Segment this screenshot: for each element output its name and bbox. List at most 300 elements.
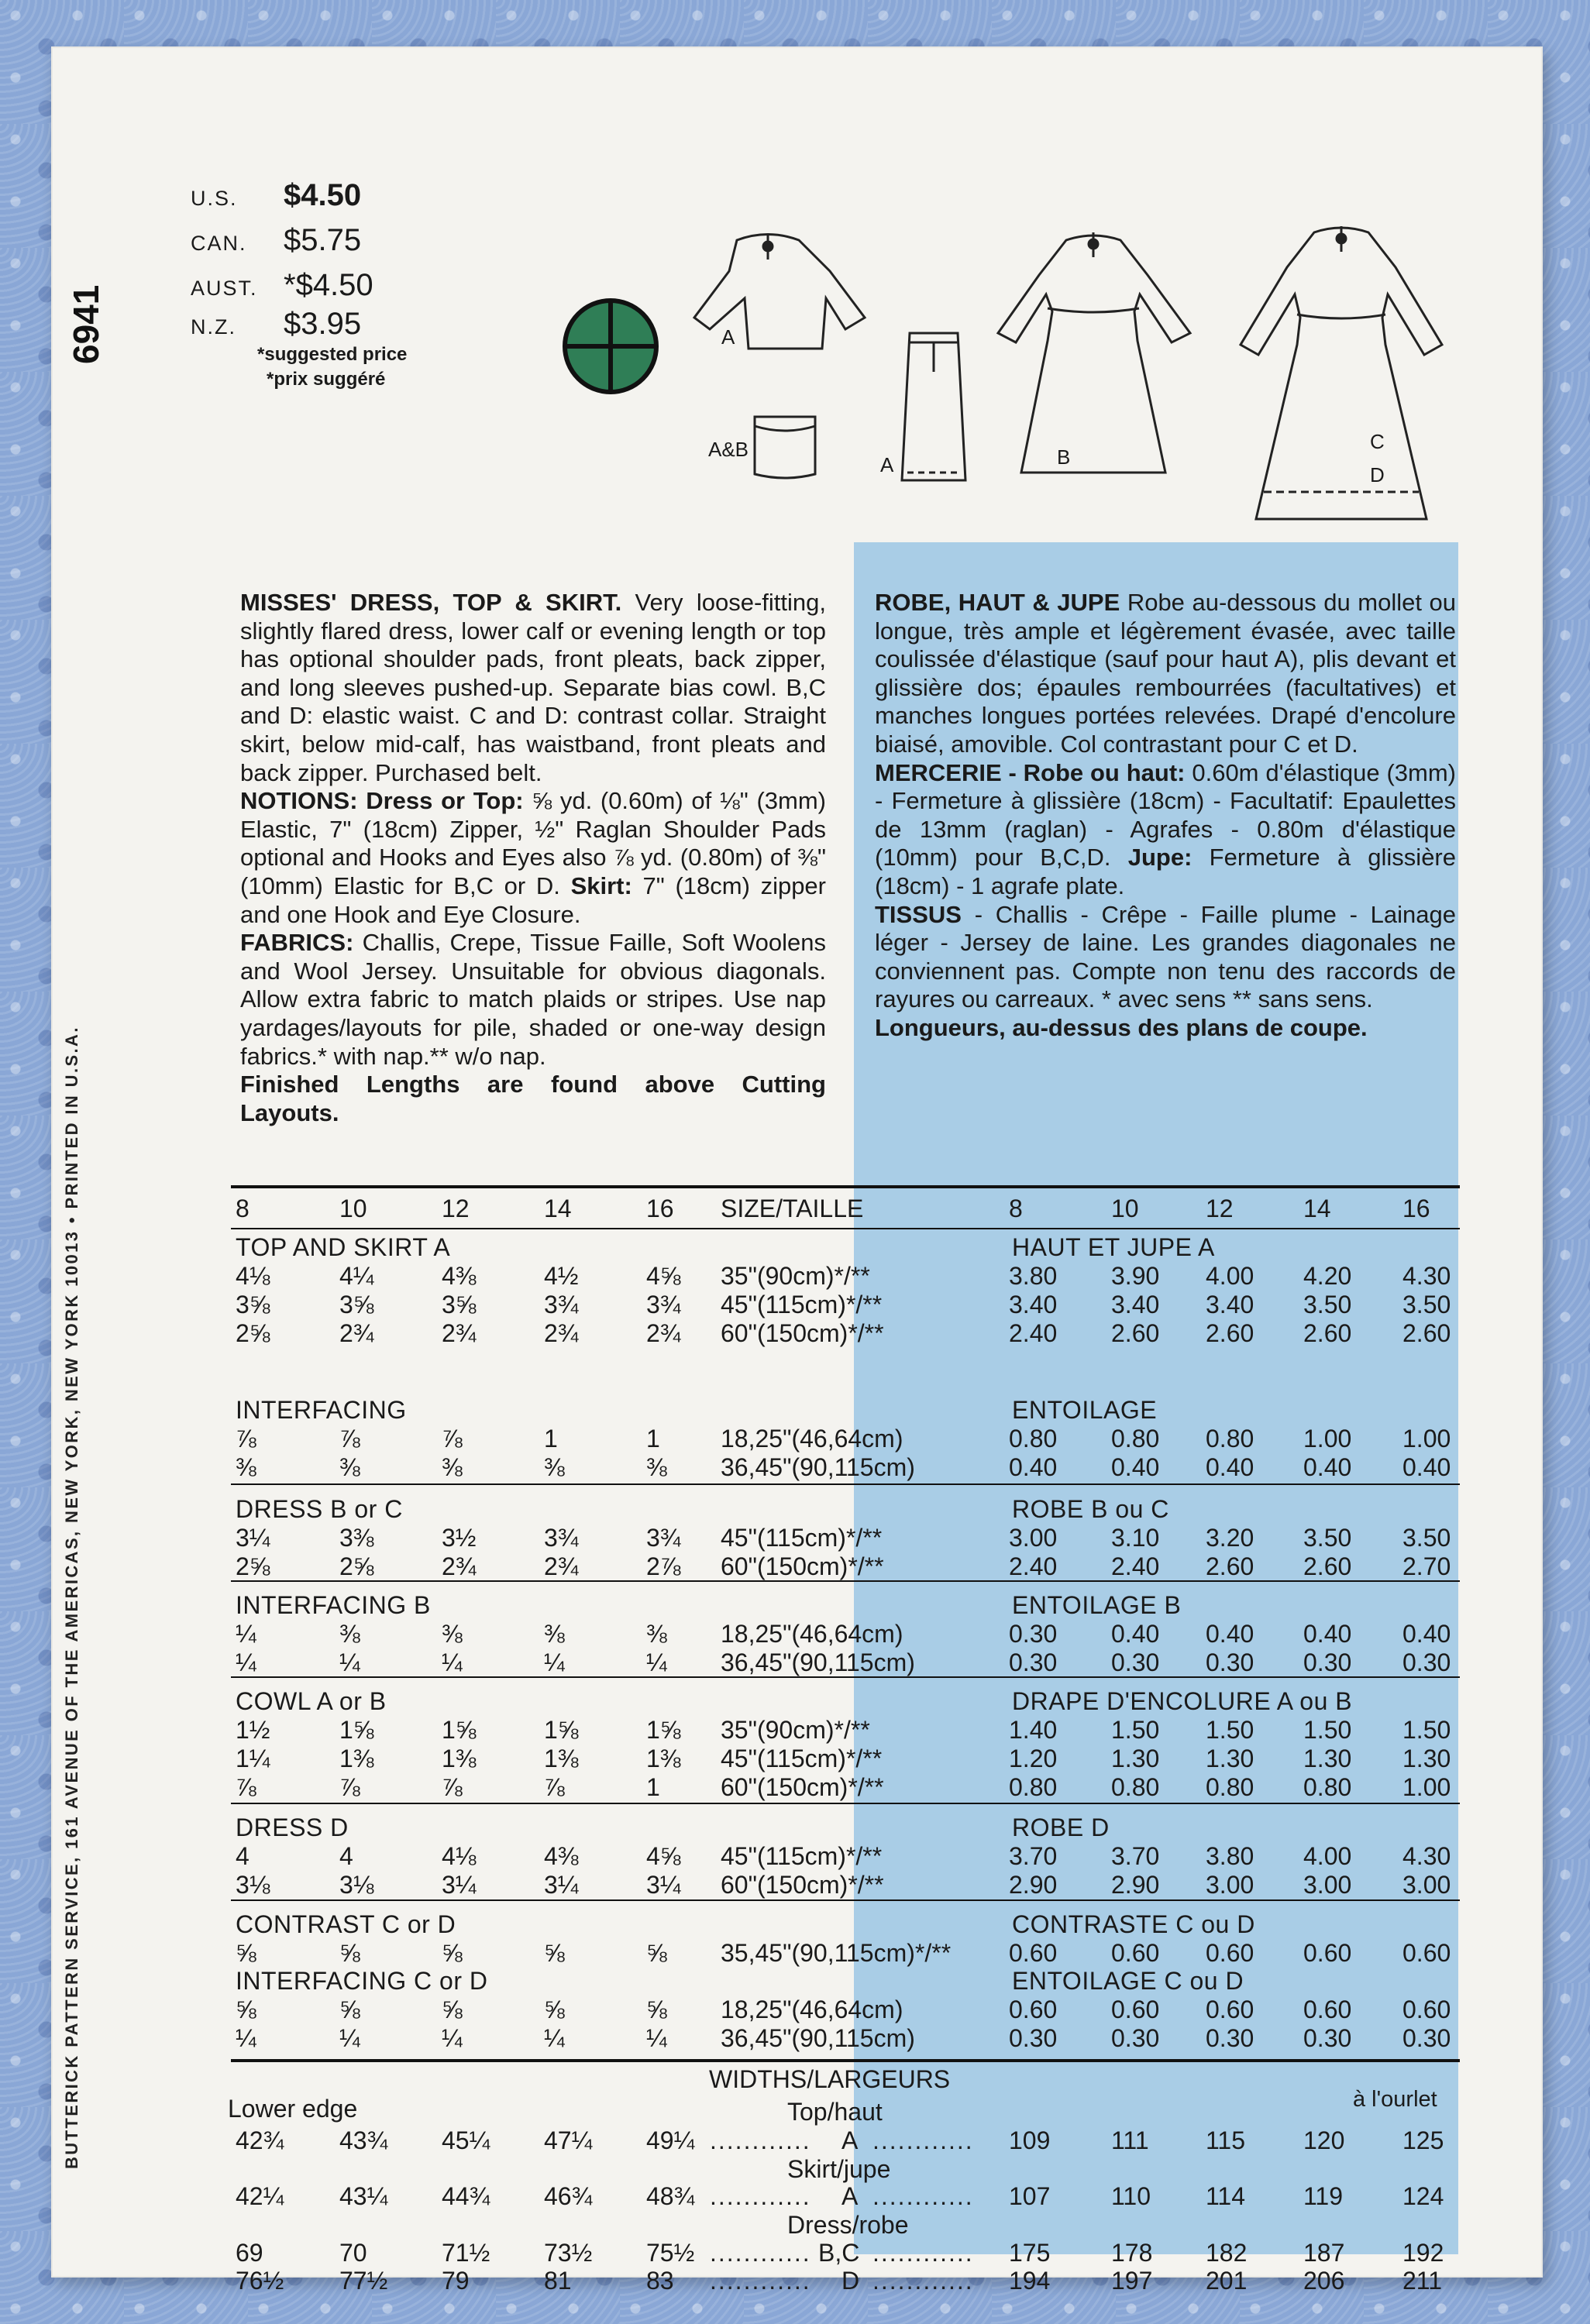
- yardage-us-cell: 3¼: [544, 1871, 579, 1899]
- section-heading-en: INTERFACING C or D: [236, 1967, 488, 1995]
- yardage-metric-cell: 1.50: [1206, 1716, 1254, 1744]
- section-heading-en: INTERFACING B: [236, 1591, 431, 1619]
- fabric-width-cell: 45"(115cm)*/**: [721, 1842, 883, 1870]
- width-metric-cell: 125: [1402, 2126, 1444, 2154]
- yardage-metric-cell: 0.80: [1303, 1773, 1352, 1801]
- size-8: 8: [236, 1195, 250, 1222]
- yardage-us-cell: 2⅝: [236, 1319, 270, 1347]
- width-us-cell: 42¼: [236, 2182, 284, 2210]
- fabric-width-cell: 45"(115cm)*/**: [721, 1524, 883, 1552]
- yardage-us-cell: ⅜: [544, 1453, 565, 1481]
- yardage-metric-cell: 3.70: [1111, 1842, 1160, 1870]
- yardage-metric-cell: 3.50: [1303, 1524, 1352, 1552]
- width-metric-cell: 109: [1009, 2126, 1051, 2154]
- fabric-width-cell: 18,25"(46,64cm): [721, 1620, 903, 1648]
- yardage-metric-cell: 1.50: [1111, 1716, 1160, 1744]
- width-us-cell: 47¼: [544, 2126, 593, 2154]
- yardage-us-cell: 3⅛: [236, 1871, 270, 1899]
- widths-group-row: [231, 2211, 1460, 2240]
- notions-body: ⅝ yd. (0.60m) of ⅛" (3mm) Elastic, 7" (18cm) Zipper, ½" Raglan Shoulder Pads optional and Hooks and Eyes also ⅞ yd. (0.80m) of ⅜" (10mm) Elastic for B,C or D.: [240, 787, 826, 899]
- yardage-us-cell: ⅝: [544, 1939, 565, 1967]
- yardage-metric-cell: 0.30: [1402, 2024, 1451, 2052]
- french-body: Robe au-dessous du mollet ou longue, très ample et légèrement évasée, avec taille coulissée d'élastique (sauf pour haut A), plis devant et glissière dos; épaules rembourrées (facultatives) et manches longues portées relevées. Drapé d'encolure biaisé, amovible. Col contrastant pour C et D.: [875, 589, 1456, 758]
- yardage-metric-cell: 0.40: [1303, 1453, 1352, 1481]
- width-us-cell: 77½: [339, 2267, 388, 2295]
- yardage-us-cell: ⅞: [442, 1425, 463, 1452]
- yardage-metric-cell: 0.30: [1009, 1620, 1058, 1648]
- yardage-us-cell: ⅜: [236, 1453, 256, 1481]
- section-heading-row: [231, 1910, 1460, 1940]
- yardage-us-cell: 1⅝: [544, 1716, 579, 1744]
- yardage-metric-cell: 0.30: [1111, 2024, 1160, 2052]
- yardage-us-cell: ⅝: [646, 1939, 667, 1967]
- lower-edge-label: Lower edge: [228, 2095, 358, 2123]
- width-metric-cell: 111: [1111, 2126, 1149, 2154]
- yardage-metric-cell: 0.60: [1111, 1996, 1160, 2023]
- fabric-width-cell: 45"(115cm)*/**: [721, 1291, 883, 1318]
- width-us-cell: 44¾: [442, 2182, 490, 2210]
- dot-leader: ............: [710, 2239, 811, 2267]
- width-metric-cell: 194: [1009, 2267, 1051, 2295]
- yardage-us-cell: 1⅝: [442, 1716, 477, 1744]
- yardage-us-cell: 1⅜: [646, 1745, 681, 1772]
- yardage-us-cell: 1: [646, 1425, 660, 1452]
- table-row: [231, 1291, 1460, 1320]
- yardage-metric-cell: 0.30: [1206, 2024, 1254, 2052]
- yardage-metric-cell: 1.00: [1402, 1773, 1451, 1801]
- price-label: N.Z.: [191, 315, 236, 339]
- section-heading-en: TOP AND SKIRT A: [236, 1233, 451, 1261]
- yardage-metric-cell: 0.40: [1402, 1453, 1451, 1481]
- yardage-metric-cell: 0.30: [1009, 1648, 1058, 1676]
- yardage-metric-cell: 0.60: [1206, 1996, 1254, 2023]
- yardage-us-cell: ⅞: [236, 1773, 256, 1801]
- table-row: [231, 1842, 1460, 1872]
- taille-8: 8: [1009, 1195, 1023, 1222]
- table-header-rule: [231, 1228, 1460, 1229]
- yardage-us-cell: ⅜: [442, 1453, 463, 1481]
- skirt-notions-body: 7" (18cm) zipper and one Hook and Eye Closure.: [240, 871, 826, 928]
- yardage-us-cell: ⅞: [544, 1773, 565, 1801]
- yardage-us-cell: ⅝: [646, 1996, 667, 2023]
- yardage-metric-cell: 4.00: [1206, 1262, 1254, 1290]
- yardage-us-cell: 4½: [544, 1262, 579, 1290]
- width-us-cell: 42¾: [236, 2126, 284, 2154]
- yardage-us-cell: ⅝: [544, 1996, 565, 2023]
- width-view-cell: A: [841, 2182, 859, 2210]
- fabric-width-cell: 35"(90cm)*/**: [721, 1716, 870, 1744]
- section-heading-en: CONTRAST C or D: [236, 1910, 456, 1938]
- fabric-width-cell: 36,45"(90,115cm): [721, 1453, 915, 1481]
- yardage-metric-cell: 3.50: [1402, 1291, 1451, 1318]
- notions-label: NOTIONS: Dress or Top:: [240, 787, 524, 815]
- size-10: 10: [339, 1195, 367, 1222]
- width-us-cell: 81: [544, 2267, 572, 2295]
- yardage-us-cell: 3½: [442, 1524, 477, 1552]
- view-letter-c: C: [1370, 430, 1385, 453]
- view-letter-b: B: [1057, 445, 1071, 469]
- yardage-us-cell: 4: [339, 1842, 353, 1870]
- skirt-notions-label: Skirt:: [570, 871, 632, 899]
- yardage-metric-cell: 2.60: [1111, 1319, 1160, 1347]
- yardage-us-cell: 2¾: [646, 1319, 681, 1347]
- yardage-us-cell: ⅞: [236, 1425, 256, 1452]
- size-12: 12: [442, 1195, 470, 1222]
- widths-group-label: Dress/robe: [787, 2211, 909, 2239]
- widths-group-label: Skirt/jupe: [787, 2155, 891, 2183]
- prix-suggere-note: *prix suggéré: [267, 369, 386, 390]
- width-metric-cell: 178: [1111, 2239, 1153, 2267]
- yardage-metric-cell: 0.40: [1111, 1620, 1160, 1648]
- width-us-cell: 48¾: [646, 2182, 695, 2210]
- table-row: [231, 1745, 1460, 1774]
- width-us-cell: 49¼: [646, 2126, 695, 2154]
- yardage-metric-cell: 3.90: [1111, 1262, 1160, 1290]
- yardage-us-cell: ⅜: [339, 1620, 360, 1648]
- yardage-us-cell: 4⅝: [646, 1262, 681, 1290]
- yardage-us-cell: 3¾: [646, 1291, 681, 1318]
- yardage-us-cell: ⅜: [646, 1620, 667, 1648]
- suggested-price-note: *suggested price: [257, 344, 408, 365]
- yardage-us-cell: 3⅝: [442, 1291, 477, 1318]
- yardage-metric-cell: 3.70: [1009, 1842, 1058, 1870]
- section-heading-fr: ROBE D: [1012, 1813, 1110, 1841]
- yardage-metric-cell: 0.60: [1303, 1996, 1352, 2023]
- width-metric-cell: 197: [1111, 2267, 1153, 2295]
- yardage-metric-cell: 4.30: [1402, 1262, 1451, 1290]
- yardage-metric-cell: 1.30: [1206, 1745, 1254, 1772]
- width-metric-cell: 192: [1402, 2239, 1444, 2267]
- yardage-us-cell: ⅞: [339, 1425, 360, 1452]
- width-us-cell: 43¾: [339, 2126, 388, 2154]
- section-heading-en: INTERFACING: [236, 1396, 407, 1424]
- yardage-us-cell: 4¼: [339, 1262, 374, 1290]
- table-row: [231, 1453, 1460, 1483]
- yardage-metric-cell: 3.80: [1206, 1842, 1254, 1870]
- yardage-us-cell: 2¾: [544, 1319, 579, 1347]
- width-metric-cell: 182: [1206, 2239, 1248, 2267]
- price-value: $5.75: [284, 223, 362, 257]
- french-description: [875, 589, 1456, 1043]
- yardage-metric-cell: 0.30: [1303, 2024, 1352, 2052]
- fabric-width-cell: 45"(115cm)*/**: [721, 1745, 883, 1772]
- yardage-us-cell: ¼: [236, 1648, 256, 1676]
- yardage-us-cell: 1⅝: [646, 1716, 681, 1744]
- yardage-metric-cell: 0.40: [1402, 1620, 1451, 1648]
- mercerie-body: 0.60m d'élastique (3mm) - Fermeture à glissière (18cm) - Facultatif: Epaulettes de 13mm (raglan) - Agrafes - 0.80m d'élastique (10mm) pour B,C,D.: [875, 758, 1456, 871]
- yardage-metric-cell: 0.30: [1111, 1648, 1160, 1676]
- crosshair-registration-icon: [563, 298, 659, 394]
- taille-16: 16: [1402, 1195, 1430, 1222]
- yardage-us-cell: 2⅝: [236, 1552, 270, 1580]
- width-view-cell: D: [841, 2267, 860, 2295]
- section-heading-en: COWL A or B: [236, 1687, 387, 1715]
- yardage-us-cell: ⅜: [442, 1620, 463, 1648]
- yardage-metric-cell: 0.30: [1206, 1648, 1254, 1676]
- table-row: [231, 1552, 1460, 1582]
- table-row: [231, 1524, 1460, 1553]
- yardage-metric-cell: 0.60: [1402, 1996, 1451, 2023]
- yardage-metric-cell: 2.90: [1009, 1871, 1058, 1899]
- width-us-cell: 76½: [236, 2267, 284, 2295]
- price-row-aust: [191, 268, 407, 307]
- yardage-us-cell: 1: [646, 1773, 660, 1801]
- yardage-metric-cell: 0.60: [1402, 1939, 1451, 1967]
- yardage-metric-cell: 4.30: [1402, 1842, 1451, 1870]
- yardage-metric-cell: 3.40: [1206, 1291, 1254, 1318]
- yardage-metric-cell: 0.60: [1206, 1939, 1254, 1967]
- view-letter-d: D: [1370, 463, 1385, 486]
- yardage-us-cell: ⅜: [646, 1453, 667, 1481]
- yardage-metric-cell: 1.00: [1303, 1425, 1352, 1452]
- table-top-rule: [231, 1185, 1460, 1188]
- width-us-cell: 69: [236, 2239, 263, 2267]
- yardage-metric-cell: 3.00: [1206, 1871, 1254, 1899]
- yardage-us-cell: 3¼: [442, 1871, 477, 1899]
- taille-10: 10: [1111, 1195, 1139, 1222]
- section-heading-row: [231, 1813, 1460, 1843]
- size-taille-header: SIZE/TAILLE: [721, 1195, 864, 1222]
- section-rule: [231, 1676, 1460, 1678]
- yardage-metric-cell: 3.00: [1009, 1524, 1058, 1552]
- yardage-metric-cell: 4.20: [1303, 1262, 1352, 1290]
- table-bottom-rule: [231, 2059, 1460, 2062]
- table-row: [231, 1939, 1460, 1968]
- table-row: [231, 1425, 1460, 1454]
- longueurs-note: Longueurs, au-dessus des plans de coupe.: [875, 1013, 1368, 1041]
- price-row-can: [191, 223, 407, 268]
- yardage-metric-cell: 3.00: [1402, 1871, 1451, 1899]
- yardage-us-cell: 3¾: [544, 1524, 579, 1552]
- section-heading-row: [231, 1495, 1460, 1525]
- yardage-us-cell: ¼: [646, 2024, 667, 2052]
- dress-b-sketch: [998, 232, 1190, 473]
- yardage-metric-cell: 0.60: [1111, 1939, 1160, 1967]
- yardage-us-cell: 1⅜: [339, 1745, 374, 1772]
- widths-group-row: [231, 2098, 1460, 2127]
- yardage-metric-cell: 0.80: [1206, 1773, 1254, 1801]
- width-metric-cell: 175: [1009, 2239, 1051, 2267]
- yardage-metric-cell: 1.00: [1402, 1425, 1451, 1452]
- yardage-metric-cell: 1.30: [1402, 1745, 1451, 1772]
- section-rule: [231, 1580, 1460, 1582]
- table-row: [231, 1716, 1460, 1745]
- yardage-metric-cell: 2.40: [1009, 1319, 1058, 1347]
- yardage-us-cell: 4⅜: [442, 1262, 477, 1290]
- yardage-metric-cell: 0.40: [1111, 1453, 1160, 1481]
- yardage-us-cell: 1: [544, 1425, 558, 1452]
- yardage-metric-cell: 0.80: [1009, 1773, 1058, 1801]
- yardage-us-cell: 3⅝: [236, 1291, 270, 1318]
- width-metric-cell: 107: [1009, 2182, 1051, 2210]
- yardage-metric-cell: 1.50: [1303, 1716, 1352, 1744]
- yardage-us-cell: 2¾: [442, 1552, 477, 1580]
- table-row: [231, 1871, 1460, 1900]
- fabric-width-cell: 60"(150cm)*/**: [721, 1871, 884, 1899]
- table-row: [231, 2024, 1460, 2054]
- yardage-us-cell: 3¾: [646, 1524, 681, 1552]
- yardage-metric-cell: 1.30: [1303, 1745, 1352, 1772]
- yardage-us-cell: ¼: [442, 2024, 463, 2052]
- price-label: AUST.: [191, 277, 258, 300]
- yardage-us-cell: 4⅛: [236, 1262, 270, 1290]
- yardage-metric-cell: 0.30: [1303, 1648, 1352, 1676]
- yardage-metric-cell: 2.60: [1402, 1319, 1451, 1347]
- fabric-width-cell: 60"(150cm)*/**: [721, 1773, 884, 1801]
- english-title: MISSES' DRESS, TOP & SKIRT.: [240, 589, 622, 616]
- section-heading-row: [231, 1967, 1460, 1996]
- fabric-width-cell: 60"(150cm)*/**: [721, 1552, 884, 1580]
- width-us-cell: 70: [339, 2239, 367, 2267]
- section-heading-fr: DRAPE D'ENCOLURE A ou B: [1012, 1687, 1353, 1715]
- yardage-metric-cell: 2.60: [1206, 1319, 1254, 1347]
- table-row: [231, 2267, 1460, 2296]
- yardage-us-cell: 1⅜: [544, 1745, 579, 1772]
- fabric-width-cell: 18,25"(46,64cm): [721, 1425, 903, 1452]
- section-heading-row: [231, 1687, 1460, 1717]
- width-metric-cell: 201: [1206, 2267, 1248, 2295]
- fabrics-label: FABRICS:: [240, 929, 354, 957]
- width-metric-cell: 114: [1206, 2182, 1246, 2210]
- widths-group-row: [231, 2155, 1460, 2185]
- yardage-metric-cell: 1.30: [1111, 1745, 1160, 1772]
- width-us-cell: 43¼: [339, 2182, 388, 2210]
- pattern-envelope-back: [51, 46, 1543, 2295]
- table-row: [231, 2239, 1460, 2268]
- widths-header-row: [231, 2065, 1460, 2095]
- yardage-metric-cell: 0.40: [1009, 1453, 1058, 1481]
- yardage-us-cell: ⅜: [544, 1620, 565, 1648]
- yardage-us-cell: ⅝: [442, 1939, 463, 1967]
- yardage-us-cell: ⅜: [339, 1453, 360, 1481]
- dot-leader: ............: [872, 2182, 974, 2210]
- table-row: [231, 2126, 1460, 2156]
- view-letter-a-skirt: A: [880, 453, 894, 476]
- section-heading-row: [231, 1396, 1460, 1425]
- yardage-us-cell: 2⅝: [339, 1552, 374, 1580]
- width-us-cell: 79: [442, 2267, 470, 2295]
- section-rule: [231, 1899, 1460, 1901]
- width-metric-cell: 110: [1111, 2182, 1151, 2210]
- taille-12: 12: [1206, 1195, 1234, 1222]
- cowl-ab-sketch: [755, 417, 815, 478]
- yardage-us-cell: 2⅞: [646, 1552, 681, 1580]
- fabric-width-cell: 36,45"(90,115cm): [721, 1648, 915, 1676]
- dot-leader: ............: [872, 2267, 974, 2295]
- width-us-cell: 46¾: [544, 2182, 593, 2210]
- yardage-metric-cell: 1.20: [1009, 1745, 1058, 1772]
- price-row-us: [191, 178, 407, 223]
- yardage-us-cell: ¼: [544, 1648, 565, 1676]
- jupe-body: Fermeture à glissière (18cm) - 1 agrafe plate.: [875, 844, 1456, 899]
- yardage-metric-cell: 0.80: [1111, 1773, 1160, 1801]
- table-row: [231, 1648, 1460, 1678]
- price-value: $4.50: [284, 178, 362, 212]
- width-metric-cell: 115: [1206, 2126, 1246, 2154]
- width-metric-cell: 119: [1303, 2182, 1344, 2210]
- yardage-us-cell: ⅝: [339, 1939, 360, 1967]
- section-heading-fr: HAUT ET JUPE A: [1012, 1233, 1215, 1261]
- english-description: [240, 589, 826, 1127]
- yardage-us-cell: ⅝: [236, 1939, 256, 1967]
- yardage-us-cell: ¼: [339, 1648, 360, 1676]
- yardage-us-cell: 4⅝: [646, 1842, 681, 1870]
- yardage-us-cell: 4: [236, 1842, 250, 1870]
- dot-leader: ............: [872, 2239, 974, 2267]
- fabric-width-cell: 36,45"(90,115cm): [721, 2024, 915, 2052]
- yardage-metric-cell: 0.40: [1206, 1453, 1254, 1481]
- price-label: CAN.: [191, 232, 247, 255]
- yardage-metric-cell: 3.00: [1303, 1871, 1352, 1899]
- width-view-cell: A: [841, 2126, 859, 2154]
- yardage-us-cell: 1⅜: [442, 1745, 477, 1772]
- yardage-metric-cell: 2.60: [1206, 1552, 1254, 1580]
- table-row: [231, 1319, 1460, 1349]
- yardage-metric-cell: 2.40: [1111, 1552, 1160, 1580]
- yardage-us-cell: 3⅝: [339, 1291, 374, 1318]
- yardage-metric-cell: 4.00: [1303, 1842, 1352, 1870]
- yardage-metric-cell: 0.30: [1402, 1648, 1451, 1676]
- yardage-us-cell: ⅝: [442, 1996, 463, 2023]
- taille-14: 14: [1303, 1195, 1331, 1222]
- yardage-us-cell: ¼: [442, 1648, 463, 1676]
- width-us-cell: 71½: [442, 2239, 490, 2267]
- yardage-metric-cell: 0.80: [1111, 1425, 1160, 1452]
- size-header-row: [231, 1195, 1460, 1224]
- french-title: ROBE, HAUT & JUPE: [875, 589, 1120, 616]
- table-row: [231, 2182, 1460, 2212]
- yardage-us-cell: ¼: [236, 2024, 256, 2052]
- yardage-us-cell: 3⅛: [339, 1871, 374, 1899]
- yardage-metric-cell: 3.40: [1009, 1291, 1058, 1318]
- dot-leader: ............: [710, 2267, 811, 2295]
- yardage-us-cell: 2¾: [544, 1552, 579, 1580]
- width-us-cell: 83: [646, 2267, 674, 2295]
- yardage-us-cell: 4⅜: [544, 1842, 579, 1870]
- yardage-metric-cell: 1.40: [1009, 1716, 1058, 1744]
- section-heading-fr: CONTRASTE C ou D: [1012, 1910, 1255, 1938]
- yardage-us-cell: ⅝: [339, 1996, 360, 2023]
- yardage-metric-cell: 2.90: [1111, 1871, 1160, 1899]
- view-letter-ab: A&B: [708, 438, 749, 461]
- section-heading-en: DRESS B or C: [236, 1495, 403, 1523]
- dress-cd-sketch: [1241, 226, 1442, 519]
- mercerie-label: MERCERIE - Robe ou haut:: [875, 758, 1186, 786]
- fabric-width-cell: 60"(150cm)*/**: [721, 1319, 884, 1347]
- dot-leader: ............: [872, 2126, 974, 2154]
- yardage-metric-cell: 2.70: [1402, 1552, 1451, 1580]
- yardage-metric-cell: 3.20: [1206, 1524, 1254, 1552]
- section-heading-en: DRESS D: [236, 1813, 349, 1841]
- yardage-us-cell: 3¼: [646, 1871, 681, 1899]
- yardage-us-cell: 4⅛: [442, 1842, 477, 1870]
- price-label: U.S.: [191, 187, 238, 210]
- yardage-us-cell: 2¾: [339, 1319, 374, 1347]
- yardage-metric-cell: 0.80: [1206, 1425, 1254, 1452]
- table-row: [231, 1620, 1460, 1649]
- yardage-metric-cell: 0.80: [1009, 1425, 1058, 1452]
- dot-leader: ............: [710, 2182, 811, 2210]
- section-heading-fr: ENTOILAGE C ou D: [1012, 1967, 1244, 1995]
- width-metric-cell: 211: [1402, 2267, 1443, 2295]
- view-letter-a-top: A: [721, 325, 735, 349]
- width-view-cell: B,C: [818, 2239, 860, 2267]
- table-row: [231, 1262, 1460, 1291]
- size-14: 14: [544, 1195, 572, 1222]
- dot-leader: ............: [710, 2126, 811, 2154]
- skirt-a-sketch: [902, 333, 965, 480]
- yardage-metric-cell: 3.50: [1402, 1524, 1451, 1552]
